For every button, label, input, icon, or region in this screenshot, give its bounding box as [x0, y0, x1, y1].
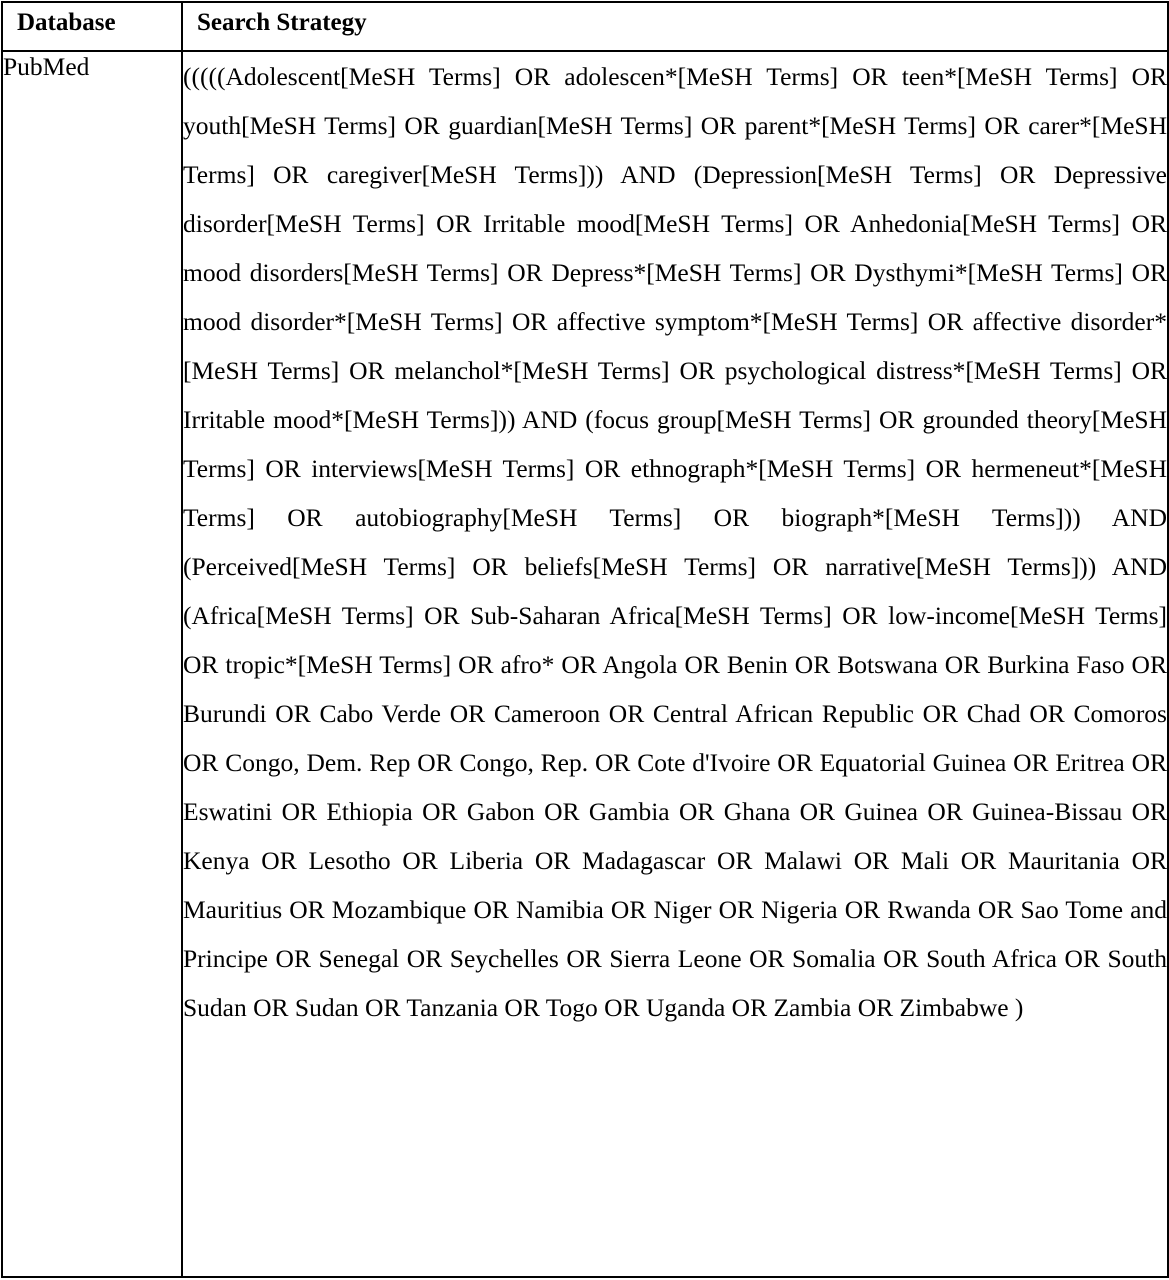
- search-strategy-table: [1, 1, 1169, 1278]
- database-cell: PubMed: [2, 51, 182, 1277]
- search-strategy-column-header: Search Strategy: [182, 2, 1168, 51]
- table-header-row: [2, 2, 1168, 51]
- database-column-header: Database: [2, 2, 182, 51]
- search-strategy-cell: [182, 51, 1168, 1277]
- search-strategy-text: (((((Adolescent[MeSH Terms] OR adolescen*[MeSH Terms] OR teen*[MeSH Terms] OR youth[MeSH Terms] OR guardian[MeSH Terms] OR parent*[MeSH Terms] OR carer*[MeSH Terms] OR caregiver[MeSH Terms])) AND (Depression[MeSH Terms] OR Depressive disorder[MeSH Terms] OR Irritable mood[MeSH Terms] OR Anhedonia[MeSH Terms] OR mood disorders[MeSH Terms] OR Depress*[MeSH Terms] OR Dysthymi*[MeSH Terms] OR mood disorder*[MeSH Terms] OR affective symptom*[MeSH Terms] OR affective disorder*[MeSH Terms] OR melanchol*[MeSH Terms] OR psychological distress*[MeSH Terms] OR Irritable mood*[MeSH Terms])) AND (focus group[MeSH Terms] OR grounded theory[MeSH Terms] OR interviews[MeSH Terms] OR ethnograph*[MeSH Terms] OR hermeneut*[MeSH Terms] OR autobiography[MeSH Terms] OR biograph*[MeSH Terms])) AND (Perceived[MeSH Terms] OR beliefs[MeSH Terms] OR narrative[MeSH Terms])) AND (Africa[MeSH Terms] OR Sub-Saharan Africa[MeSH Terms] OR low-income[MeSH Terms] OR tropic*[MeSH Terms] OR afro* OR Angola OR Benin OR Botswana OR Burkina Faso OR Burundi OR Cabo Verde OR Cameroon OR Central African Republic OR Chad OR Comoros OR Congo, Dem. Rep OR Congo, Rep. OR Cote d'Ivoire OR Equatorial Guinea OR Eritrea OR Eswatini OR Ethiopia OR Gabon OR Gambia OR Ghana OR Guinea OR Guinea-Bissau OR Kenya OR Lesotho OR Liberia OR Madagascar OR Malawi OR Mali OR Mauritania OR Mauritius OR Mozambique OR Namibia OR Niger OR Nigeria OR Rwanda OR Sao Tome and Principe OR Senegal OR Seychelles OR Sierra Leone OR Somalia OR South Africa OR South Sudan OR Sudan OR Tanzania OR Togo OR Uganda OR Zambia OR Zimbabwe ): [183, 62, 1167, 1022]
- table-row: [2, 51, 1168, 1277]
